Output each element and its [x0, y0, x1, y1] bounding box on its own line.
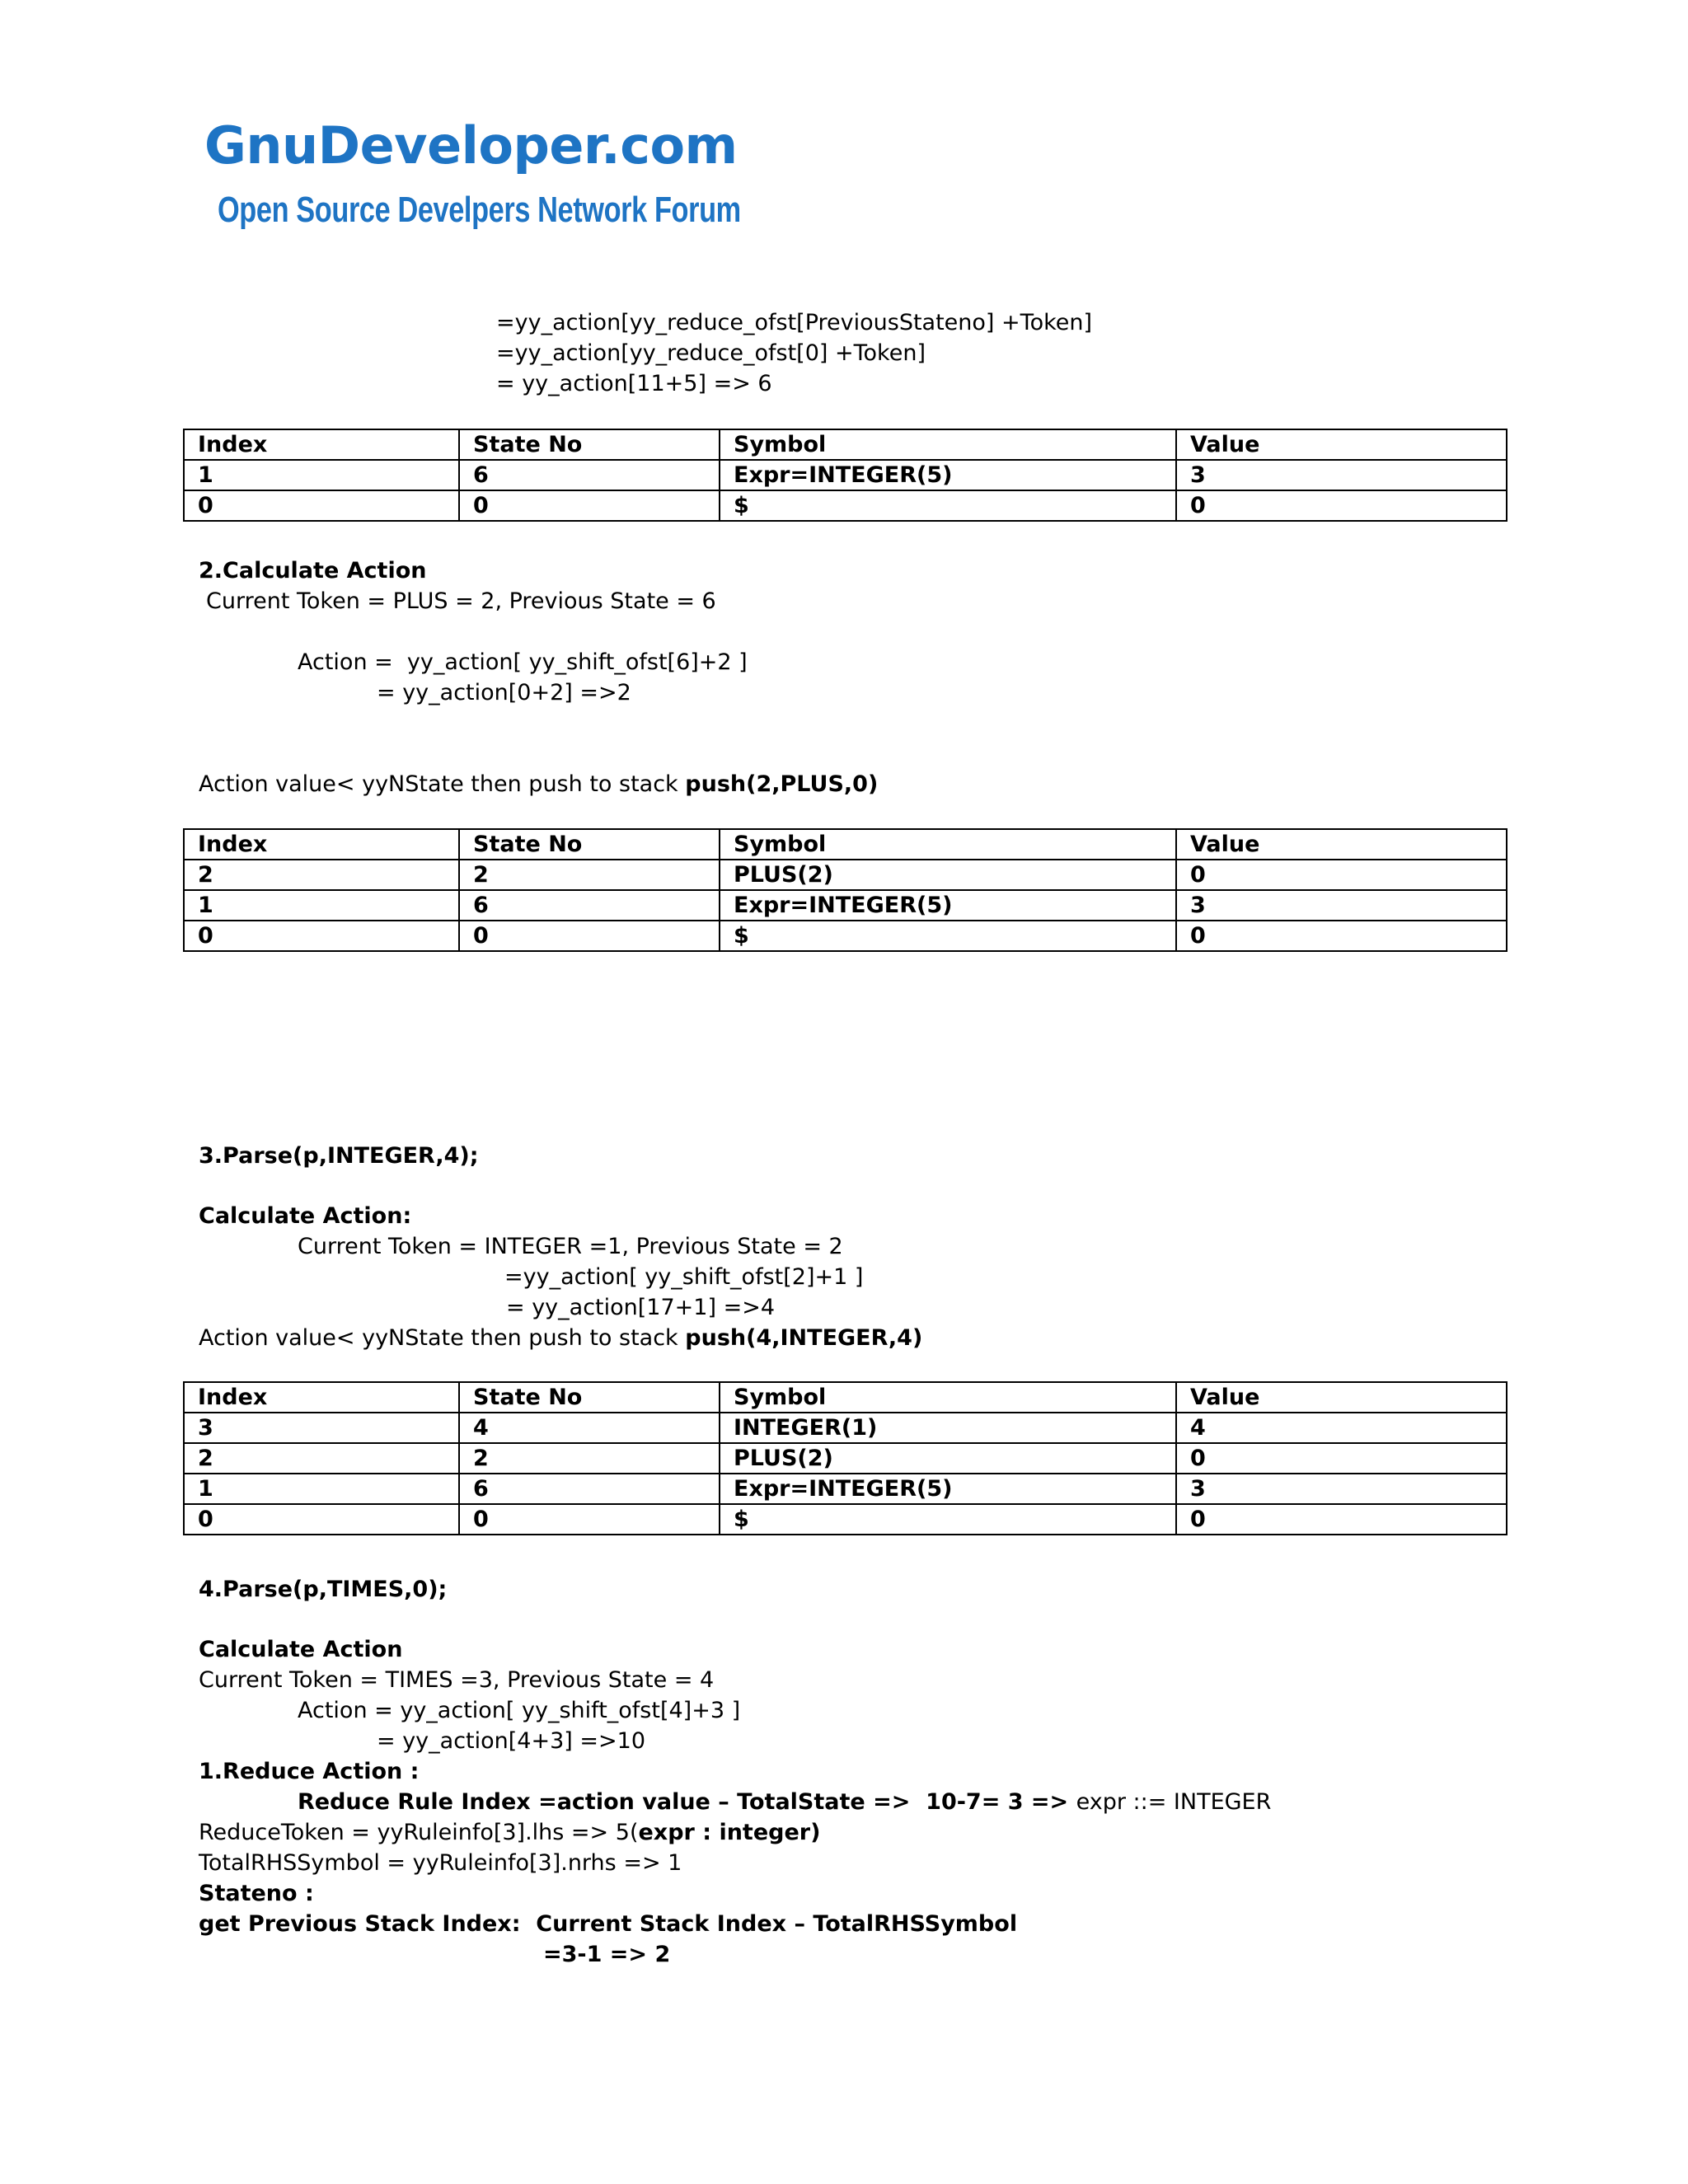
prev-stack-line: get Previous Stack Index: Current Stack Index – TotalRHSSymbol [199, 1911, 1018, 1937]
push-call: push(2,PLUS,0) [685, 771, 879, 797]
cell-value: 4 [1176, 1413, 1507, 1443]
cell-symbol: Expr=INTEGER(5) [720, 460, 1176, 490]
reduce-rule-normal: expr ::= INTEGER [1076, 1789, 1272, 1815]
table-row [184, 1504, 1507, 1535]
cell-symbol: Expr=INTEGER(5) [720, 1474, 1176, 1504]
site-logo-title: GnuDeveloper.com [204, 115, 738, 176]
cell-index: 1 [184, 460, 459, 490]
intro-line-3: = yy_action[11+5] => 6 [496, 371, 772, 396]
table-row [184, 1443, 1507, 1474]
stack-table-2 [183, 828, 1507, 952]
intro-line-2: =yy_action[yy_reduce_ofst[0] +Token] [496, 340, 926, 366]
push-call: push(4,INTEGER,4) [685, 1325, 923, 1351]
cell-index: 0 [184, 490, 459, 521]
table-row [184, 460, 1507, 490]
section2-push-line [199, 770, 878, 799]
reduce-action-heading: 1.Reduce Action : [199, 1759, 420, 1784]
table-row [184, 1413, 1507, 1443]
cell-symbol: $ [720, 921, 1176, 951]
cell-index: 1 [184, 890, 459, 921]
header-index: Index [184, 1382, 459, 1413]
stateno-label: Stateno : [199, 1881, 314, 1906]
table-row [184, 921, 1507, 951]
table-row [184, 490, 1507, 521]
table-row [184, 860, 1507, 890]
cell-index: 0 [184, 921, 459, 951]
cell-value: 0 [1176, 1443, 1507, 1474]
cell-value: 0 [1176, 860, 1507, 890]
cell-index: 1 [184, 1474, 459, 1504]
table-header-row [184, 429, 1507, 460]
section4-action-line-1: Action = yy_action[ yy_shift_ofst[4]+3 ] [298, 1698, 741, 1723]
cell-symbol: PLUS(2) [720, 1443, 1176, 1474]
cell-state-no: 2 [459, 1443, 720, 1474]
cell-index: 0 [184, 1504, 459, 1535]
reduce-rule-line [298, 1788, 1271, 1817]
intro-line-1: =yy_action[yy_reduce_ofst[PreviousStateno] +Token] [496, 310, 1093, 335]
header-symbol: Symbol [720, 829, 1176, 860]
reduce-token-bold: expr : integer) [638, 1820, 821, 1845]
cell-symbol: Expr=INTEGER(5) [720, 890, 1176, 921]
cell-symbol: $ [720, 490, 1176, 521]
table-row [184, 890, 1507, 921]
section3-token-line: Current Token = INTEGER =1, Previous State = 2 [298, 1234, 843, 1259]
table-header-row [184, 829, 1507, 860]
header-index: Index [184, 829, 459, 860]
header-state-no: State No [459, 429, 720, 460]
header-symbol: Symbol [720, 429, 1176, 460]
total-rhs-line: TotalRHSSymbol = yyRuleinfo[3].nrhs => 1 [199, 1850, 682, 1876]
prev-stack-result: =3-1 => 2 [543, 1942, 671, 1967]
section2-action-line-1: Action = yy_action[ yy_shift_ofst[6]+2 ] [298, 649, 748, 675]
header-index: Index [184, 429, 459, 460]
push-text: Action value< yyNState then push to stack [199, 1325, 686, 1351]
section2-token-line: Current Token = PLUS = 2, Previous State = 6 [206, 588, 716, 614]
header-state-no: State No [459, 1382, 720, 1413]
reduce-token-line [199, 1818, 820, 1848]
cell-symbol: PLUS(2) [720, 860, 1176, 890]
cell-state-no: 0 [459, 921, 720, 951]
cell-state-no: 0 [459, 490, 720, 521]
section3-action-line-2: = yy_action[17+1] =>4 [506, 1295, 776, 1320]
section3-push-line [199, 1324, 922, 1353]
cell-value: 3 [1176, 1474, 1507, 1504]
cell-value: 3 [1176, 890, 1507, 921]
cell-symbol: INTEGER(1) [720, 1413, 1176, 1443]
section4-subheading: Calculate Action [199, 1637, 403, 1662]
cell-value: 3 [1176, 460, 1507, 490]
table-row [184, 1474, 1507, 1504]
site-logo-subtitle: Open Source Develpers Network Forum [218, 190, 741, 230]
section4-action-line-2: = yy_action[4+3] =>10 [377, 1728, 646, 1754]
push-text: Action value< yyNState then push to stack [199, 771, 686, 797]
section3-subheading: Calculate Action: [199, 1203, 412, 1229]
section2-action-line-2: = yy_action[0+2] =>2 [377, 680, 631, 705]
header-state-no: State No [459, 829, 720, 860]
cell-index: 2 [184, 860, 459, 890]
cell-state-no: 6 [459, 1474, 720, 1504]
section3-heading: 3.Parse(p,INTEGER,4); [199, 1143, 479, 1169]
header-value: Value [1176, 1382, 1507, 1413]
cell-index: 2 [184, 1443, 459, 1474]
stack-table-1 [183, 429, 1507, 522]
cell-index: 3 [184, 1413, 459, 1443]
cell-state-no: 2 [459, 860, 720, 890]
section4-token-line: Current Token = TIMES =3, Previous State = 4 [199, 1667, 715, 1693]
section3-action-line-1: =yy_action[ yy_shift_ofst[2]+1 ] [504, 1264, 864, 1290]
stack-table-3 [183, 1381, 1507, 1535]
cell-symbol: $ [720, 1504, 1176, 1535]
header-symbol: Symbol [720, 1382, 1176, 1413]
section4-heading: 4.Parse(p,TIMES,0); [199, 1577, 448, 1602]
cell-value: 0 [1176, 921, 1507, 951]
header-value: Value [1176, 429, 1507, 460]
cell-value: 0 [1176, 1504, 1507, 1535]
cell-value: 0 [1176, 490, 1507, 521]
section2-heading: 2.Calculate Action [199, 558, 427, 583]
cell-state-no: 6 [459, 890, 720, 921]
cell-state-no: 6 [459, 460, 720, 490]
cell-state-no: 4 [459, 1413, 720, 1443]
table-header-row [184, 1382, 1507, 1413]
reduce-token-normal: ReduceToken = yyRuleinfo[3].lhs => 5( [199, 1820, 639, 1845]
cell-state-no: 0 [459, 1504, 720, 1535]
header-value: Value [1176, 829, 1507, 860]
reduce-rule-bold: Reduce Rule Index =action value – TotalState => 10-7= 3 => [298, 1789, 1076, 1815]
